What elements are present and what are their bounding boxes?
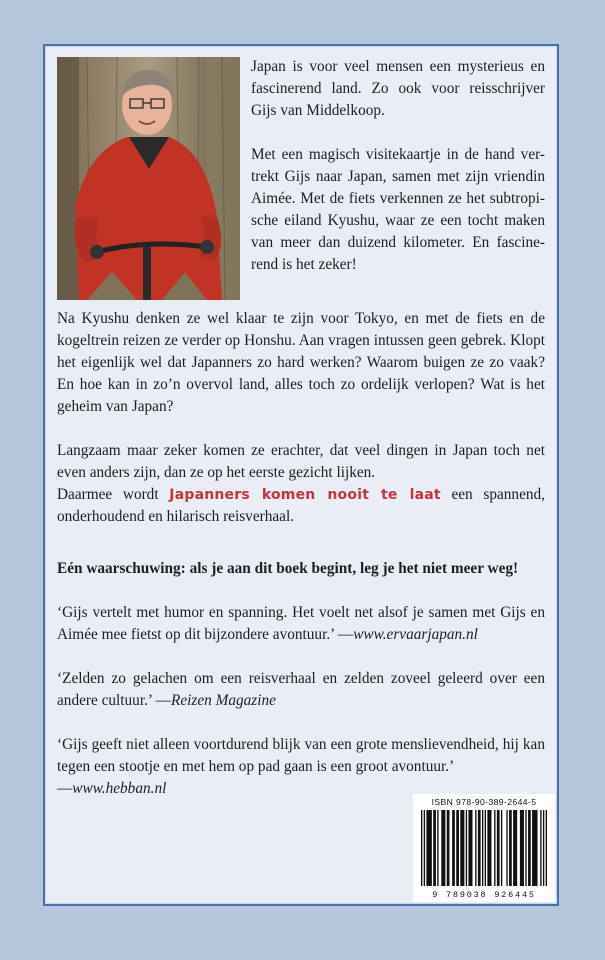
trip-line: rend is het zeker! — [251, 256, 357, 273]
barcode-bar — [487, 810, 491, 886]
author-photo-illustration — [57, 57, 240, 300]
quote-text: ‘Zelden zo gelachen om een reisverhaal en zelden zoveel geleerd over een andere cultuur.’ — [57, 670, 545, 709]
quote-text: ‘Gijs vertelt met humor en spanning. Het voelt net alsof je samen met Gijs en Aimée mee fietst op dit bijzondere avontuur.’ — [57, 604, 545, 643]
barcode-bar — [532, 810, 537, 886]
barcode-bar — [437, 810, 438, 886]
barcode-bar — [466, 810, 467, 886]
quote-dash: — — [155, 692, 171, 709]
quote-ervaarjapan — [57, 602, 545, 646]
barcode-bar — [460, 810, 464, 886]
barcode-bar — [424, 810, 425, 886]
barcode-bar — [482, 810, 483, 886]
barcode-bar — [520, 810, 524, 886]
barcode-bar — [456, 810, 459, 886]
quote-source: www.ervaarjapan.nl — [353, 626, 478, 643]
barcode-bar — [501, 810, 502, 886]
quote-text: ‘Gijs geeft niet alleen voortdurend blijk van een grote menslievendheid, hij kan tegen een stootje en met hem op pad gaan is een groot avontuur.’ — [57, 736, 545, 775]
barcode-bar — [546, 810, 547, 886]
langzaam-paragraph — [57, 440, 545, 528]
barcode-bar — [497, 810, 500, 886]
barcode-bar — [513, 810, 517, 886]
barcode-bar — [421, 810, 422, 886]
barcode-bars — [421, 810, 547, 886]
quote-source: www.hebban.nl — [72, 780, 167, 797]
barcode-bar — [509, 810, 512, 886]
daarmee-prefix: Daarmee wordt — [57, 486, 159, 503]
quote-dash: — — [57, 780, 73, 797]
quote-dash: — — [337, 626, 354, 643]
intro-line: fascinerend land. Zo ook voor reisschrijver — [251, 80, 545, 97]
barcode-bar — [433, 810, 436, 886]
daarmee-suffix: een spannend, onderhoudend en hilarisch reisverhaal. — [57, 486, 545, 525]
trip-paragraph — [251, 144, 545, 276]
isbn-barcode — [413, 794, 555, 902]
intro-paragraph — [251, 56, 545, 122]
barcode-bar — [478, 810, 481, 886]
quote-reizen-magazine — [57, 668, 545, 712]
kyushu-paragraph: Na Kyushu denken ze wel klaar te zijn voor Tokyo, en met de fiets en de kogeltrein reizen ze verder op Honshu. Aan vragen intussen geen gebrek. Klopt het eigenlijk wel dat Japanners zo hard werken? Waarom buigen ze zo vaak? En hoe kan in zo’n overvol land, alles toch zo ordelijk verlopen? Wat is het geheim van Japan? — [57, 310, 545, 415]
barcode-bar — [506, 810, 507, 886]
barcode-bar — [543, 810, 544, 886]
isbn-label: ISBN 978-90-389-2644-5 — [431, 797, 537, 807]
barcode-bar — [426, 810, 431, 886]
trip-line: van meer dan duizend kilometer. En fascine- — [251, 234, 545, 251]
trip-line: sche eiland Kyushu, waar ze een tocht maken — [251, 212, 545, 229]
barcode-bar — [441, 810, 445, 886]
quote-hebban — [57, 734, 545, 800]
quote-source: Reizen Magazine — [170, 692, 276, 709]
barcode-bar — [447, 810, 450, 886]
langzaam-text: Langzaam maar zeker komen ze erachter, dat veel dingen in Japan toch net even anders zijn, dan ze op het eerste gezicht lijken. — [57, 442, 545, 481]
barcode-bar — [528, 810, 531, 886]
trip-line: Aimée. Met de fiets verkennen ze het subtropi- — [251, 190, 545, 207]
trip-line: Met een magisch visitekaartje in de hand ver- — [251, 146, 545, 163]
barcode-bar — [475, 810, 476, 886]
barcode-bar — [494, 810, 495, 886]
barcode-bar — [525, 810, 526, 886]
back-cover-panel — [43, 44, 559, 906]
trip-line: trekt Gijs naar Japan, samen met zijn vriendin — [251, 168, 545, 185]
intro-line: Japan is voor veel mensen een mysterieus en — [251, 58, 545, 75]
warning-line: Eén waarschuwing: als je aan dit boek begint, leg je het niet meer weg! — [57, 560, 519, 577]
book-title: Japanners komen nooit te laat — [169, 487, 441, 503]
intro-line: Gijs van Middelkoop. — [251, 102, 385, 119]
barcode-bar — [452, 810, 455, 886]
barcode-bar — [485, 810, 486, 886]
isbn-digits: 9 789038 926445 — [432, 890, 536, 900]
barcode-bar — [540, 810, 541, 886]
barcode-bar — [468, 810, 472, 886]
author-photo — [57, 57, 240, 300]
